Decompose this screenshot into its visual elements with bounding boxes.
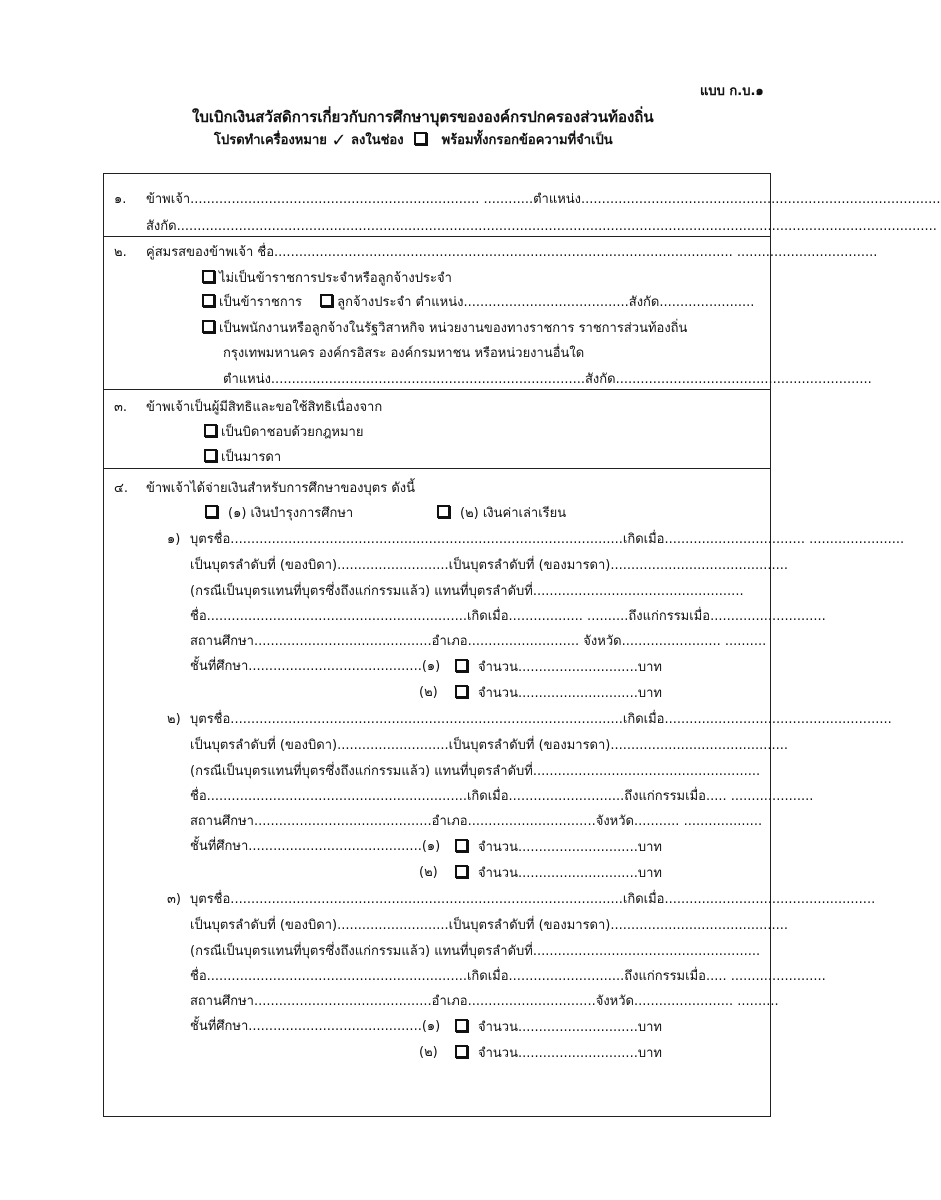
deceased-child-field[interactable]: ชื่อ...............................................................เกิดเมื่อ............................ถึงแก่กรรมเมื่อ..... .................... — [190, 789, 814, 804]
eligibility-option-mother[interactable] — [204, 449, 281, 466]
amount-1-label: จำนวน.............................บาท — [478, 660, 662, 675]
checkbox-icon — [414, 132, 427, 145]
payment-type-1[interactable] — [205, 505, 353, 522]
checkbox-icon[interactable] — [205, 505, 218, 518]
payment-label: ข้าพเจ้าได้จ่ายเงินสำหรับการศึกษาของบุตร ดังนี้ — [146, 481, 416, 496]
school-field[interactable]: สถานศึกษา...........................................อำเภอ...............................จังหวัด........... ................... — [190, 814, 763, 829]
checkbox-icon[interactable] — [455, 1045, 468, 1058]
checkbox-icon[interactable] — [455, 865, 468, 878]
amount-2-number: (๒) — [419, 685, 438, 700]
child-name-birth-field[interactable]: บุตรชื่อ...............................................................................................เกิดเมื่อ....................................................... — [190, 712, 892, 727]
eligibility-father-label: เป็นบิดาชอบด้วยกฎหมาย — [221, 425, 364, 440]
child-number: ๑) — [167, 532, 181, 547]
amount-2-label: จำนวน.............................บาท — [478, 686, 662, 701]
school-field[interactable]: สถานศึกษา...........................................อำเภอ...............................จังหวัด........................ .......... — [190, 994, 779, 1009]
amount-2-label: จำนวน.............................บาท — [478, 866, 662, 881]
spouse-option-3-label: เป็นพนักงานหรือลูกจ้างในรัฐวิสาหกิจ หน่วยงานของทางราชการ ราชการส่วนท้องถิ่น — [219, 321, 688, 336]
spouse-option-2b-label: ลูกจ้างประจำ ตำแหน่ง........................................สังกัด....................... — [337, 295, 755, 310]
amount-1-field[interactable] — [455, 1019, 662, 1036]
applicant-name-position-field[interactable]: ข้าพเจ้า...................................................................... ............ตำแหน่ง....................................................................................... — [146, 192, 941, 207]
instruction-text-1: โปรดทำเครื่องหมาย — [214, 133, 327, 148]
child-order-field[interactable]: เป็นบุตรลำดับที่ (ของบิดา)...........................เป็นบุตรลำดับที่ (ของมารดา)........................................... — [190, 558, 789, 573]
checkbox-icon[interactable] — [320, 294, 333, 307]
checkbox-icon[interactable] — [202, 270, 215, 283]
spouse-option-1-label: ไม่เป็นข้าราชการประจำหรือลูกจ้างประจำ — [219, 271, 452, 286]
section-divider-1 — [103, 236, 771, 237]
spouse-option-1[interactable] — [202, 270, 452, 287]
spouse-option-2a-label: เป็นข้าราชการ — [219, 295, 303, 310]
child-number: ๒) — [167, 712, 181, 727]
child-order-field[interactable]: เป็นบุตรลำดับที่ (ของบิดา)...........................เป็นบุตรลำดับที่ (ของมารดา)........................................... — [190, 918, 789, 933]
child-replacement-field[interactable]: (กรณีเป็นบุตรแทนที่บุตรซึ่งถึงแก่กรรมแล้ว) แทนที่บุตรลำดับที่................................................... — [190, 584, 744, 599]
child-name-birth-field[interactable]: บุตรชื่อ...............................................................................................เกิดเมื่อ.................................. ....................... — [190, 532, 905, 547]
spouse-option-3[interactable] — [202, 320, 687, 337]
instruction-text-3: พร้อมทั้งกรอกข้อความที่จำเป็น — [441, 133, 613, 148]
grade-field[interactable]: ชั้นที่ศึกษา..........................................(๑) — [190, 1019, 441, 1034]
payment-type-1-label: (๑) เงินบำรุงการศึกษา — [228, 506, 354, 521]
payment-type-2[interactable] — [437, 505, 566, 522]
child-order-field[interactable]: เป็นบุตรลำดับที่ (ของบิดา)...........................เป็นบุตรลำดับที่ (ของมารดา)........................................... — [190, 738, 789, 753]
child-number: ๓) — [167, 892, 181, 907]
grade-field[interactable]: ชั้นที่ศึกษา..........................................(๑) — [190, 659, 441, 674]
child-name-birth-field[interactable]: บุตรชื่อ...............................................................................................เกิดเมื่อ................................................... — [190, 892, 876, 907]
spouse-option-2[interactable] — [202, 294, 754, 311]
section1-number: ๑. — [114, 192, 127, 207]
instruction-line — [214, 132, 613, 149]
check-mark-icon: ✓ — [331, 130, 347, 151]
checkbox-icon[interactable] — [455, 685, 468, 698]
amount-1-field[interactable] — [455, 659, 662, 676]
spouse-position-affiliation-field[interactable]: ตำแหน่ง............................................................................สังกัด.............................................................. — [223, 372, 872, 387]
amount-1-field[interactable] — [455, 839, 662, 856]
amount-2-number: (๒) — [419, 1045, 438, 1060]
checkbox-icon[interactable] — [204, 449, 217, 462]
amount-2-label: จำนวน.............................บาท — [478, 1046, 662, 1061]
spouse-option-3-continued: กรุงเทพมหานคร องค์กรอิสระ องค์กรมหาชน หรือหน่วยงานอื่นใด — [223, 346, 585, 361]
checkbox-icon[interactable] — [455, 659, 468, 672]
checkbox-icon[interactable] — [204, 424, 217, 437]
child-replacement-field[interactable]: (กรณีเป็นบุตรแทนที่บุตรซึ่งถึงแก่กรรมแล้ว) แทนที่บุตรลำดับที่....................................................... — [190, 764, 761, 779]
checkbox-icon[interactable] — [455, 1019, 468, 1032]
checkbox-icon[interactable] — [455, 839, 468, 852]
child-replacement-field[interactable]: (กรณีเป็นบุตรแทนที่บุตรซึ่งถึงแก่กรรมแล้ว) แทนที่บุตรลำดับที่....................................................... — [190, 944, 761, 959]
form-code: แบบ ก.บ.๑ — [700, 84, 764, 99]
checkbox-icon[interactable] — [202, 294, 215, 307]
deceased-child-field[interactable]: ชื่อ...............................................................เกิดเมื่อ.................. ..........ถึงแก่กรรมเมื่อ............................ — [190, 609, 826, 624]
eligibility-label: ข้าพเจ้าเป็นผู้มีสิทธิและขอใช้สิทธิเนื่องจาก — [146, 400, 383, 415]
section2-number: ๒. — [114, 245, 127, 260]
deceased-child-field[interactable]: ชื่อ...............................................................เกิดเมื่อ............................ถึงแก่กรรมเมื่อ..... ....................... — [190, 969, 826, 984]
amount-2-field[interactable] — [455, 865, 662, 882]
section-divider-3 — [103, 468, 771, 469]
checkbox-icon[interactable] — [437, 505, 450, 518]
amount-2-field[interactable] — [455, 1045, 662, 1062]
spouse-name-field[interactable]: คู่สมรสของข้าพเจ้า ชื่อ............................................................................................................... .................................. — [146, 245, 878, 260]
payment-type-2-label: (๒) เงินค่าเล่าเรียน — [460, 506, 567, 521]
section-divider-2 — [103, 389, 771, 390]
applicant-affiliation-field[interactable]: สังกัด........................................................................................................................................................................................ — [146, 219, 937, 234]
amount-2-field[interactable] — [455, 685, 662, 702]
amount-2-number: (๒) — [419, 865, 438, 880]
section3-number: ๓. — [114, 400, 128, 415]
checkbox-icon[interactable] — [202, 320, 215, 333]
instruction-text-2: ลงในช่อง — [351, 133, 404, 148]
eligibility-mother-label: เป็นมารดา — [221, 450, 282, 465]
amount-1-label: จำนวน.............................บาท — [478, 840, 662, 855]
amount-1-label: จำนวน.............................บาท — [478, 1020, 662, 1035]
eligibility-option-father[interactable] — [204, 424, 363, 441]
grade-field[interactable]: ชั้นที่ศึกษา..........................................(๑) — [190, 839, 441, 854]
section4-number: ๔. — [114, 481, 128, 496]
school-field[interactable]: สถานศึกษา...........................................อำเภอ........................... จังหวัด........................ .......... — [190, 634, 767, 649]
form-title: ใบเบิกเงินสวัสดิการเกี่ยวกับการศึกษาบุตรขององค์กรปกครองส่วนท้องถิ่น — [192, 108, 654, 126]
